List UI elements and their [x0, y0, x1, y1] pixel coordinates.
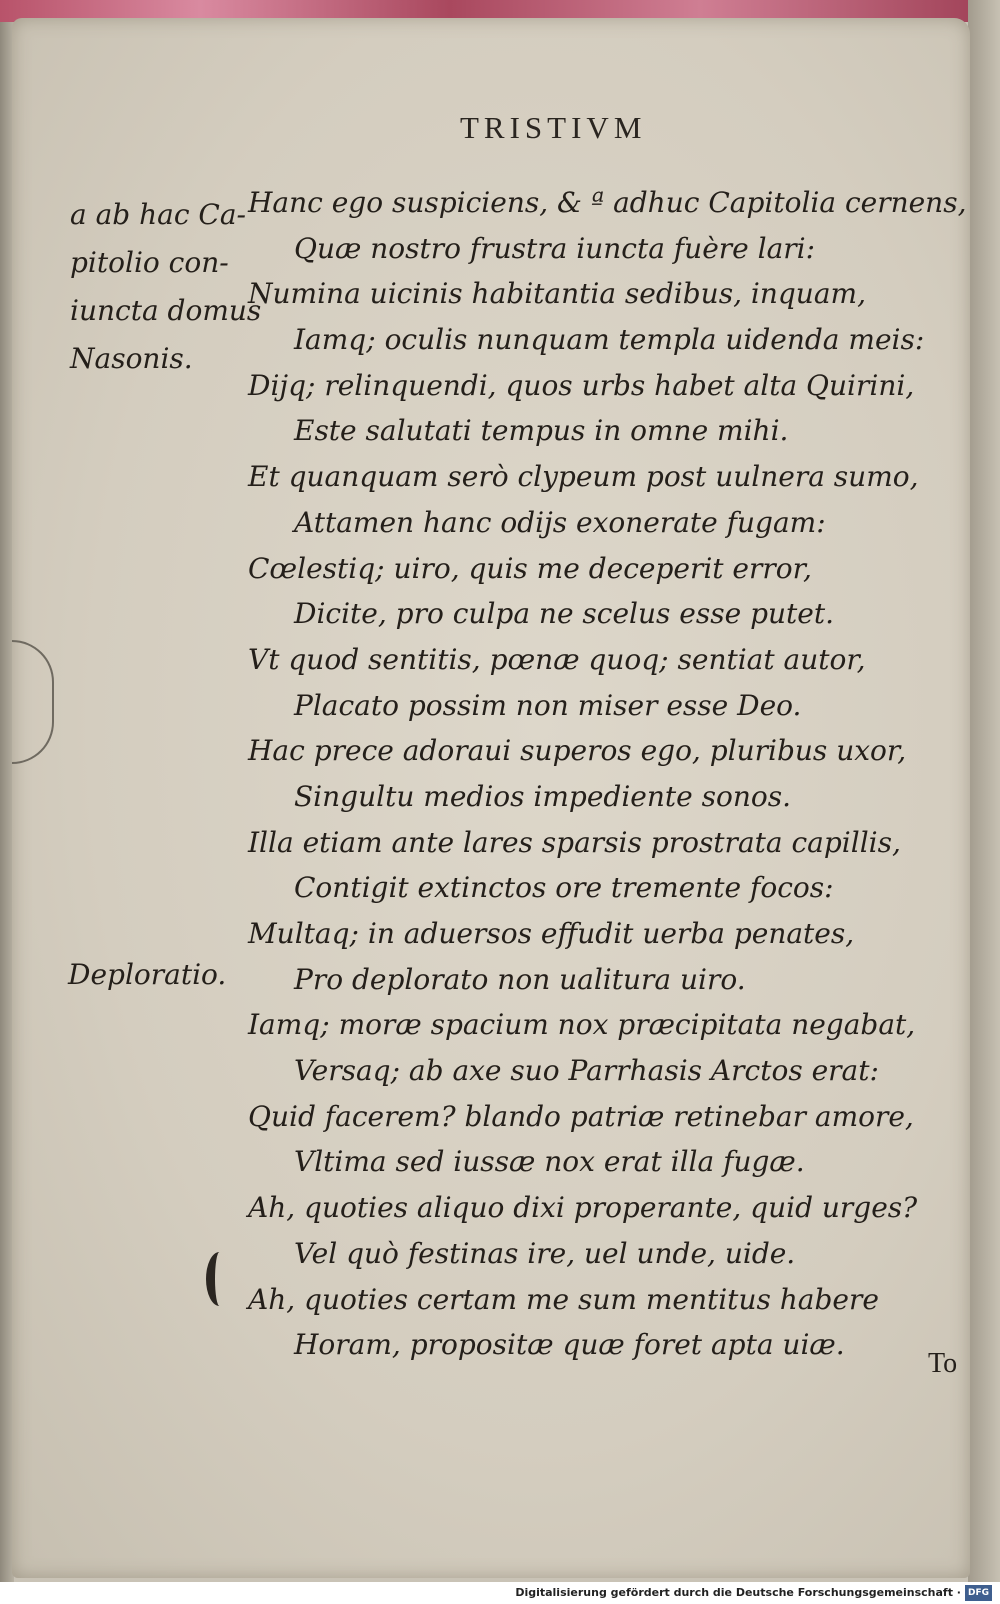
marginal-note-deploratio: Deploratio.: [68, 958, 227, 991]
verse-line: Placato possim non miser esse Deo.: [294, 688, 802, 722]
verse-line: Iamq; oculis nunquam templa uidenda meis:: [294, 323, 925, 357]
verse-line: Quæ nostro frustra iuncta fuère lari:: [294, 231, 816, 265]
verse-line: Dicite, pro culpa ne scelus esse putet.: [294, 597, 835, 631]
verse-line: Cœlestiq; uiro, quis me deceperit error,: [248, 551, 812, 585]
verse-line: Quid facerem? blando patriæ retinebar amore,: [248, 1099, 914, 1133]
poem-text: [248, 180, 968, 1368]
dfg-logo: DFG: [965, 1585, 992, 1601]
marginal-note-line: a ab hac Ca-: [70, 198, 246, 231]
marginal-note-line: Nasonis.: [70, 342, 193, 375]
verse-line: Numina uicinis habitantia sedibus, inquam,: [248, 277, 866, 311]
verse-line: Horam, propositæ quæ foret apta uiæ.: [294, 1328, 845, 1362]
verse-line: Versaq; ab axe suo Parrhasis Arctos erat:: [294, 1054, 879, 1088]
footer-credit-text: Digitalisierung gefördert durch die Deutsche Forschungsgemeinschaft ·: [515, 1586, 961, 1599]
verse-line: Hanc ego suspiciens, & ª adhuc Capitolia cernens,: [248, 186, 967, 219]
verse-line: Ah, quoties certam me sum mentitus habere: [248, 1282, 879, 1316]
facing-page-strip: [968, 0, 1000, 1604]
digitization-footer: [0, 1582, 1000, 1604]
verse-line: Contigit extinctos ore tremente focos:: [294, 871, 834, 905]
verse-line: Iamq; moræ spacium nox præcipitata negabat,: [248, 1008, 916, 1042]
verse-line: Vel quò festinas ire, uel unde, uide.: [294, 1236, 796, 1270]
verse-line: Attamen hanc odijs exonerate fugam:: [294, 505, 826, 539]
verse-line: Hac prece adoraui superos ego, pluribus uxor,: [248, 734, 907, 768]
verse-line: Singultu medios impediente sonos.: [294, 779, 791, 813]
verse-line: Ah, quoties aliquo dixi properante, quid urges?: [248, 1191, 918, 1225]
verse-line: Pro deplorato non ualitura uiro.: [294, 962, 746, 996]
marginal-note-line: pitolio con-: [70, 246, 229, 279]
verse-line: Dijq; relinquendi, quos urbs habet alta Quirini,: [248, 368, 915, 402]
catchword: To: [928, 1348, 958, 1379]
ink-blot-mark: [206, 1252, 233, 1306]
verse-line: Et quanquam serò clypeum post uulnera sumo,: [248, 460, 919, 494]
running-header: TRISTIVM: [460, 110, 647, 145]
verse-line: Multaq; in aduersos effudit uerba penates,: [248, 917, 855, 950]
verse-line: Illa etiam ante lares sparsis prostrata capillis,: [248, 825, 901, 859]
verse-line: Vltima sed iussæ nox erat illa fugæ.: [294, 1145, 805, 1179]
verse-line: Vt quod sentitis, pœnæ quoq; sentiat autor,: [248, 642, 866, 676]
marginal-note-line: iuncta domus: [70, 294, 262, 327]
verse-line: Este salutati tempus in omne mihi.: [294, 414, 789, 448]
